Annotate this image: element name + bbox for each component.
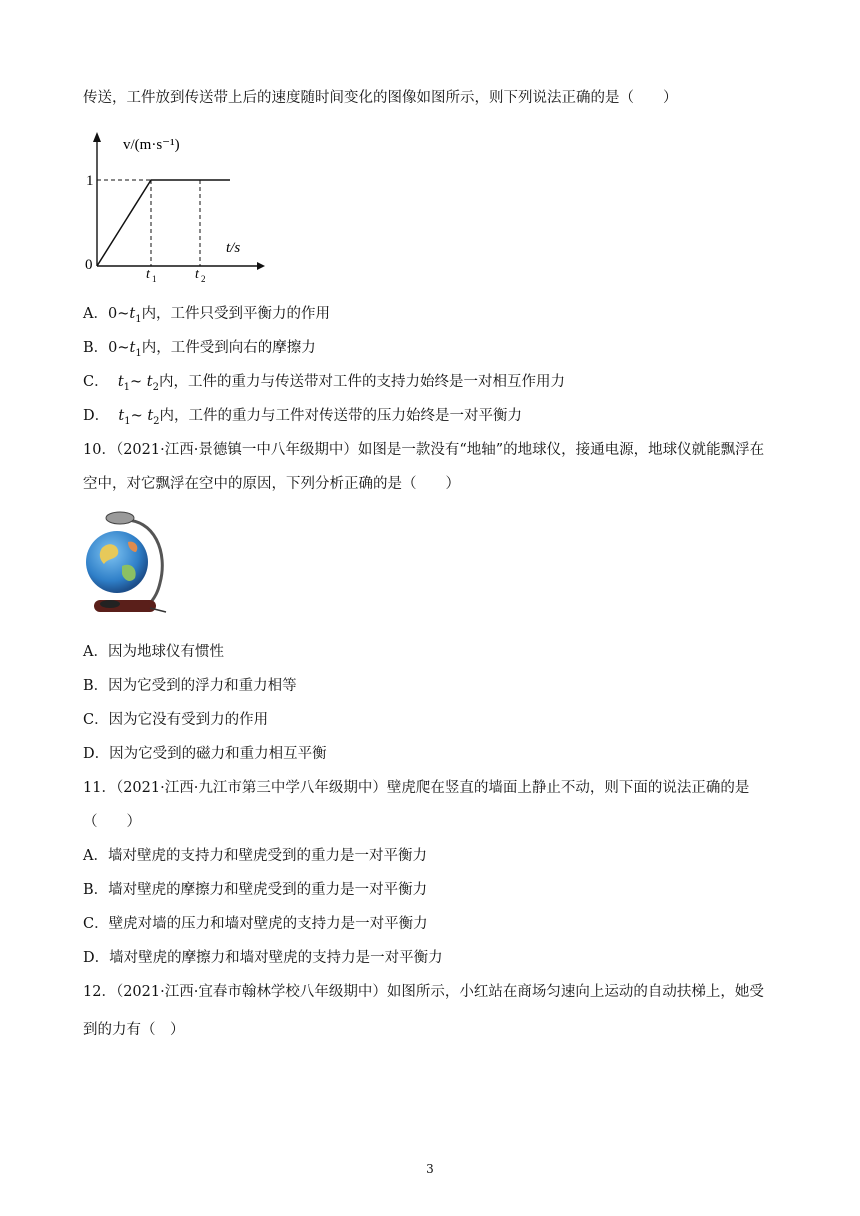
q10-option-b: B．因为它受到的浮力和重力相等 [83,678,297,694]
q9-stem: 传送，工件放到传送带上后的速度随时间变化的图像如图所示，则下列说法正确的是（ ） [83,90,678,106]
x-axis-label: t/s [226,240,241,256]
q9-option-d: D． $t_1\sim$ $t_2$内，工件的重力与工件对传送带的压力始终是一对平衡力 [83,408,523,427]
q11-option-d: D．墙对壁虎的摩擦力和墙对壁虎的支持力是一对平衡力 [83,950,443,966]
q10-option-d: D．因为它受到的磁力和重力相互平衡 [83,746,327,762]
page-number: 3 [426,1162,434,1176]
q12-stem-line1: 12．（2021·江西·宜春市翰林学校八年级期中）如图所示，小红站在商场匀速向上运动的自动扶梯上，她受 [83,984,764,1000]
q10-option-c: C．因为它没有受到力的作用 [83,712,269,728]
q10-option-a: A．因为地球仪有惯性 [83,644,224,660]
base-button [100,600,120,608]
q9-option-b: B．$0\sim t_1$内，工件受到向右的摩擦力 [83,340,316,359]
q11-option-b: B．墙对壁虎的摩擦力和壁虎受到的重力是一对平衡力 [83,882,428,898]
q9-option-a: A．$0\sim t_1$内，工件只受到平衡力的作用 [83,306,331,325]
x-tick-label-t2: t [195,267,199,282]
velocity-time-graph [80,126,270,286]
q12-stem-line2: 到的力有（ ） [83,1022,185,1038]
velocity-series-line [97,180,230,266]
floating-globe-image [80,508,170,618]
q9-option-c: C． $t_1\sim$ $t_2$内，工件的重力与传送带对工件的支持力始终是一对相互作用力 [83,374,565,393]
x-tick-sub-t1: 1 [152,274,157,284]
x-tick-t1 [146,267,157,284]
q11-stem-line2: （ ） [83,814,141,830]
q10-stem-line2: 空中，对它飘浮在空中的原因，下列分析正确的是（ ） [83,476,460,492]
x-tick-sub-t2: 2 [201,274,206,284]
q11-stem-line1: 11．（2021·江西·九江市第三中学八年级期中）壁虎爬在竖直的墙面上静止不动，则下面的说法正确的是 [83,780,750,796]
y-tick-label: 1 [86,173,94,189]
x-axis-arrow [257,262,265,270]
globe-sphere [86,531,148,593]
q10-stem-line1: 10．（2021·江西·景德镇一中八年级期中）如图是一款没有“地轴”的地球仪，接通电源，地球仪就能飘浮在 [83,442,765,458]
x-tick-label-t1: t [146,267,150,282]
y-axis-arrow [93,132,101,142]
y-axis-label: v/(m·s⁻¹) [123,137,180,153]
q11-option-c: C．壁虎对墙的压力和墙对壁虎的支持力是一对平衡力 [83,916,428,932]
x-tick-t2 [195,267,206,284]
magnet-top [106,512,134,524]
origin-label: 0 [85,257,93,273]
q11-option-a: A．墙对壁虎的支持力和壁虎受到的重力是一对平衡力 [83,848,427,864]
